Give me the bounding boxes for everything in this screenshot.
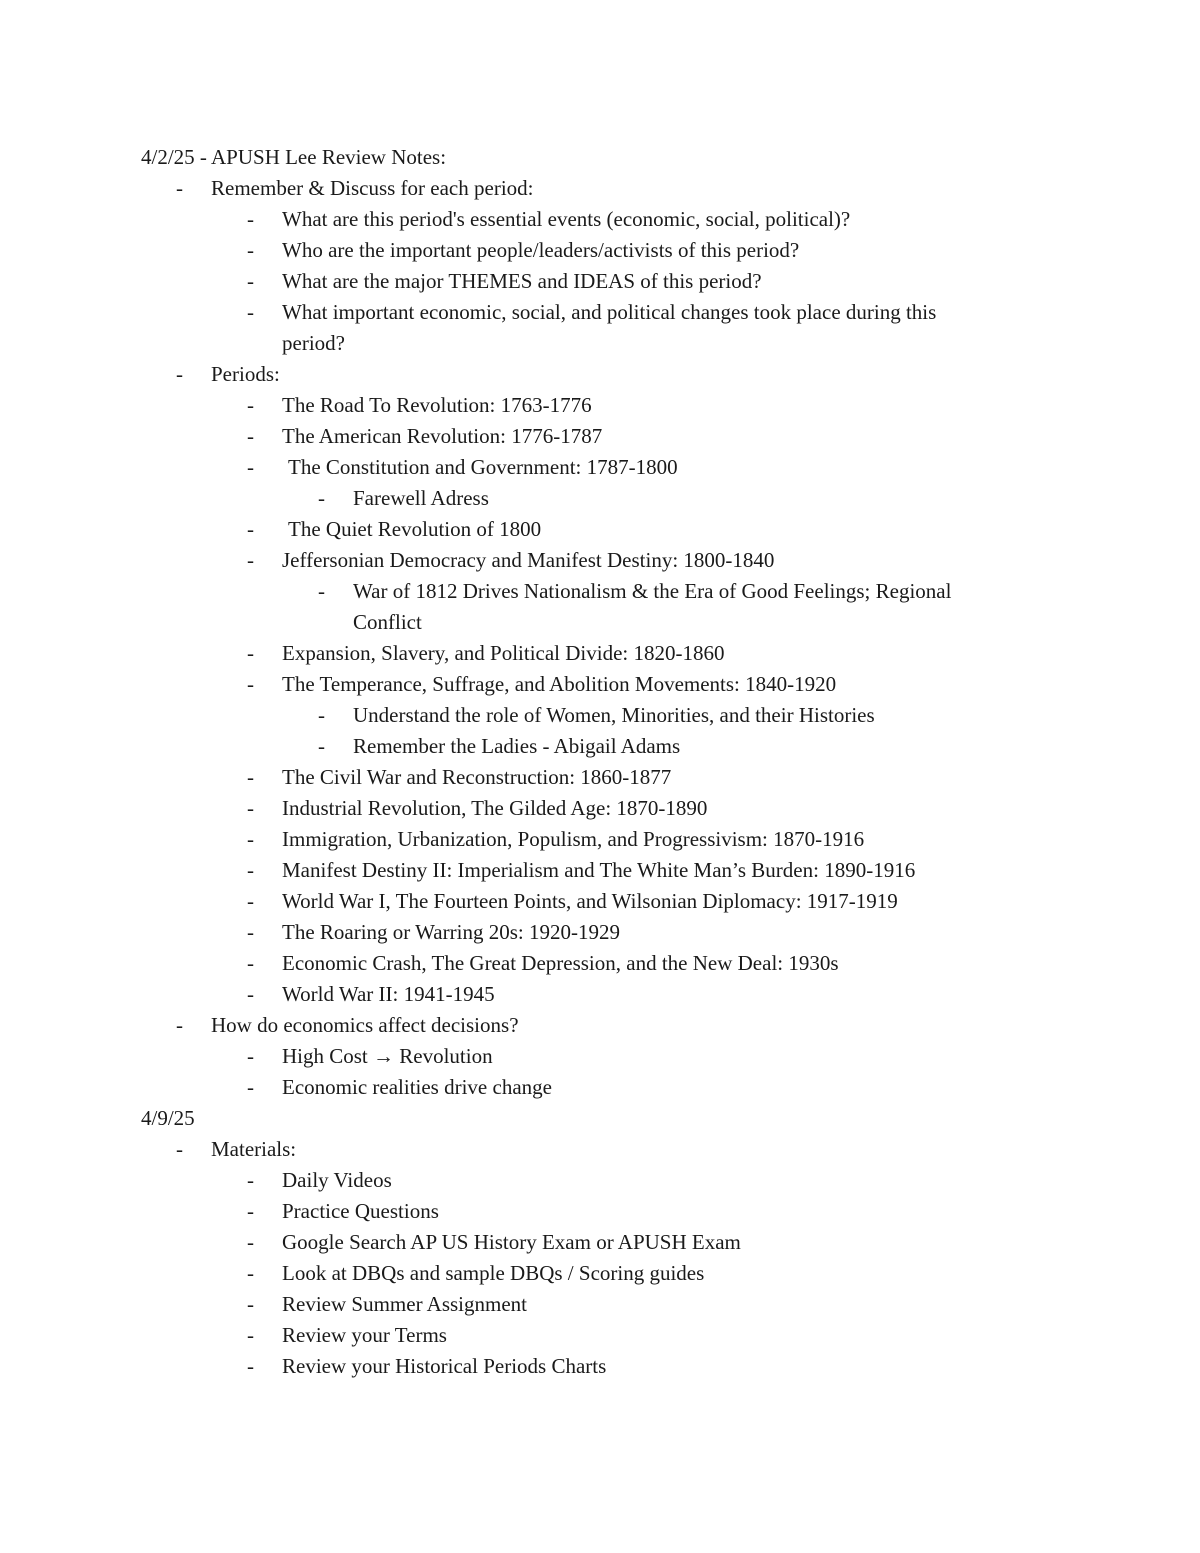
outline-item xyxy=(0,855,1200,886)
outline-text: Periods: xyxy=(211,362,280,386)
bullet-dash: - xyxy=(247,455,254,479)
outline-item xyxy=(0,390,1200,421)
outline-text: Practice Questions xyxy=(282,1199,439,1223)
bullet-dash: - xyxy=(247,1044,254,1068)
outline-text: The Civil War and Reconstruction: 1860-1877 xyxy=(282,765,672,789)
bullet-dash: - xyxy=(247,765,254,789)
bullet-dash: - xyxy=(247,1168,254,1192)
outline-item xyxy=(0,1258,1200,1289)
bullet-dash: - xyxy=(247,920,254,944)
outline-item xyxy=(0,1010,1200,1041)
outline-text: The Roaring or Warring 20s: 1920-1929 xyxy=(282,920,620,944)
outline-text: Who are the important people/leaders/activists of this period? xyxy=(282,238,800,262)
outline-text: Economic Crash, The Great Depression, and the New Deal: 1930s xyxy=(282,951,839,975)
bullet-dash: - xyxy=(247,424,254,448)
outline-text: What are the major THEMES and IDEAS of this period? xyxy=(282,269,762,293)
outline-item xyxy=(0,1072,1200,1103)
document-page xyxy=(0,142,1200,1382)
outline-text: War of 1812 Drives Nationalism & the Era of Good Feelings; Regional xyxy=(353,579,952,603)
outline-item xyxy=(0,514,1200,545)
outline-item xyxy=(0,1227,1200,1258)
bullet-dash: - xyxy=(247,827,254,851)
outline-text: Jeffersonian Democracy and Manifest Destiny: 1800-1840 xyxy=(282,548,775,572)
outline-item xyxy=(0,731,1200,762)
bullet-dash: - xyxy=(247,672,254,696)
outline-item xyxy=(0,1351,1200,1382)
outline-item xyxy=(0,793,1200,824)
outline-text: Conflict xyxy=(353,610,422,634)
outline-item xyxy=(0,700,1200,731)
outline-item xyxy=(0,576,1200,607)
outline-text: What important economic, social, and political changes took place during this xyxy=(282,300,937,324)
bullet-dash: - xyxy=(247,393,254,417)
bullet-dash: - xyxy=(247,1199,254,1223)
outline-text: Remember & Discuss for each period: xyxy=(211,176,534,200)
outline-item xyxy=(0,173,1200,204)
bullet-dash: - xyxy=(176,362,183,386)
outline-text: The American Revolution: 1776-1787 xyxy=(282,424,603,448)
outline-text: The Constitution and Government: 1787-1800 xyxy=(288,455,678,479)
outline-item xyxy=(0,204,1200,235)
outline-item xyxy=(0,607,1200,638)
outline-item xyxy=(0,824,1200,855)
bullet-dash: - xyxy=(247,1354,254,1378)
outline-item xyxy=(0,1320,1200,1351)
outline-text: 4/9/25 xyxy=(141,1106,195,1130)
outline-item xyxy=(0,886,1200,917)
outline-text: Review Summer Assignment xyxy=(282,1292,527,1316)
outline-item xyxy=(0,762,1200,793)
bullet-dash: - xyxy=(318,486,325,510)
outline-text: World War I, The Fourteen Points, and Wilsonian Diplomacy: 1917-1919 xyxy=(282,889,898,913)
outline-text: Review your Terms xyxy=(282,1323,447,1347)
bullet-dash: - xyxy=(247,1323,254,1347)
outline-text: High Cost → Revolution xyxy=(282,1044,493,1068)
date-heading xyxy=(0,142,1200,173)
bullet-dash: - xyxy=(247,238,254,262)
outline-item xyxy=(0,421,1200,452)
outline-item xyxy=(0,297,1200,328)
outline-text: Google Search AP US History Exam or APUSH Exam xyxy=(282,1230,741,1254)
bullet-dash: - xyxy=(247,1075,254,1099)
bullet-dash: - xyxy=(247,1261,254,1285)
outline-text: The Road To Revolution: 1763-1776 xyxy=(282,393,592,417)
outline-text: Look at DBQs and sample DBQs / Scoring guides xyxy=(282,1261,705,1285)
outline-item xyxy=(0,1196,1200,1227)
bullet-dash: - xyxy=(176,1137,183,1161)
outline-text: How do economics affect decisions? xyxy=(211,1013,519,1037)
outline-text: Daily Videos xyxy=(282,1168,392,1192)
outline-text: period? xyxy=(282,331,345,355)
bullet-dash: - xyxy=(247,641,254,665)
outline-text: The Quiet Revolution of 1800 xyxy=(288,517,542,541)
bullet-dash: - xyxy=(247,548,254,572)
outline-item xyxy=(0,452,1200,483)
outline-text: Economic realities drive change xyxy=(282,1075,552,1099)
bullet-dash: - xyxy=(247,951,254,975)
bullet-dash: - xyxy=(247,1230,254,1254)
bullet-dash: - xyxy=(247,982,254,1006)
date-heading xyxy=(0,1103,1200,1134)
outline-item xyxy=(0,638,1200,669)
bullet-dash: - xyxy=(247,858,254,882)
bullet-dash: - xyxy=(176,1013,183,1037)
outline-item xyxy=(0,1289,1200,1320)
outline-text: The Temperance, Suffrage, and Abolition Movements: 1840-1920 xyxy=(282,672,837,696)
outline-text: Review your Historical Periods Charts xyxy=(282,1354,607,1378)
outline-item xyxy=(0,266,1200,297)
outline-item xyxy=(0,235,1200,266)
bullet-dash: - xyxy=(318,579,325,603)
outline-text: Farewell Adress xyxy=(353,486,489,510)
bullet-dash: - xyxy=(318,703,325,727)
bullet-dash: - xyxy=(176,176,183,200)
outline-text: Industrial Revolution, The Gilded Age: 1870-1890 xyxy=(282,796,708,820)
outline-item xyxy=(0,1165,1200,1196)
outline-text: World War II: 1941-1945 xyxy=(282,982,495,1006)
outline-text: Understand the role of Women, Minorities, and their Histories xyxy=(353,703,875,727)
outline-text: What are this period's essential events (economic, social, political)? xyxy=(282,207,851,231)
bullet-dash: - xyxy=(247,269,254,293)
bullet-dash: - xyxy=(247,889,254,913)
bullet-dash: - xyxy=(318,734,325,758)
outline-item xyxy=(0,979,1200,1010)
outline-item xyxy=(0,1041,1200,1072)
outline-item xyxy=(0,359,1200,390)
outline-text: Manifest Destiny II: Imperialism and The White Man’s Burden: 1890-1916 xyxy=(282,858,916,882)
bullet-dash: - xyxy=(247,207,254,231)
outline-text: Remember the Ladies - Abigail Adams xyxy=(353,734,681,758)
outline-item xyxy=(0,483,1200,514)
outline-text: Expansion, Slavery, and Political Divide: 1820-1860 xyxy=(282,641,725,665)
bullet-dash: - xyxy=(247,1292,254,1316)
outline-item xyxy=(0,1134,1200,1165)
bullet-dash: - xyxy=(247,300,254,324)
outline-text: Immigration, Urbanization, Populism, and Progressivism: 1870-1916 xyxy=(282,827,865,851)
outline-text: 4/2/25 - APUSH Lee Review Notes: xyxy=(141,145,447,169)
outline-item xyxy=(0,917,1200,948)
bullet-dash: - xyxy=(247,796,254,820)
outline-text: Materials: xyxy=(211,1137,297,1161)
outline-item xyxy=(0,545,1200,576)
outline-item xyxy=(0,328,1200,359)
bullet-dash: - xyxy=(247,517,254,541)
outline-item xyxy=(0,669,1200,700)
outline-item xyxy=(0,948,1200,979)
